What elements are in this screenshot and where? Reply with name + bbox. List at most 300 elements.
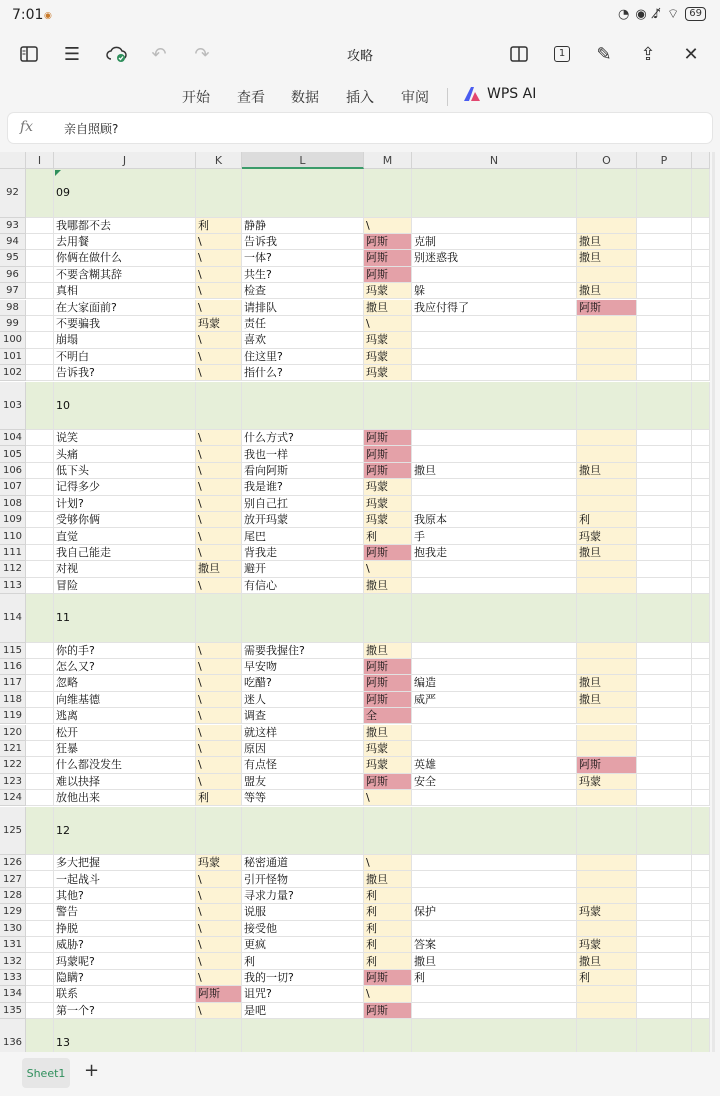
cell-o110[interactable]: 玛蒙 xyxy=(577,528,637,544)
cloud-sync-icon[interactable] xyxy=(102,40,130,68)
cell-m106[interactable]: 阿斯 xyxy=(364,463,412,479)
cell[interactable] xyxy=(26,807,54,856)
cell-o93[interactable] xyxy=(577,218,637,234)
vertical-scrollbar[interactable] xyxy=(712,152,715,1052)
row-header-120[interactable]: 120 xyxy=(0,725,26,741)
row-header-132[interactable]: 132 xyxy=(0,953,26,969)
select-all-corner[interactable] xyxy=(0,152,26,169)
cell-k134[interactable]: 阿斯 xyxy=(196,986,242,1002)
cell[interactable] xyxy=(692,807,710,856)
row-header-101[interactable]: 101 xyxy=(0,349,26,365)
cell-o112[interactable] xyxy=(577,561,637,577)
cell[interactable] xyxy=(637,904,692,920)
cell[interactable] xyxy=(26,300,54,316)
row-header-130[interactable]: 130 xyxy=(0,921,26,937)
cell-n108[interactable] xyxy=(412,496,577,512)
cell[interactable] xyxy=(692,643,710,659)
cell-l98[interactable]: 请排队 xyxy=(242,300,364,316)
row-header-110[interactable]: 110 xyxy=(0,528,26,544)
cell-m99[interactable]: \ xyxy=(364,316,412,332)
menu-icon[interactable]: ☰ xyxy=(63,43,81,65)
row-header-95[interactable]: 95 xyxy=(0,250,26,266)
cell[interactable] xyxy=(692,496,710,512)
cell[interactable] xyxy=(692,430,710,446)
cell[interactable] xyxy=(637,921,692,937)
cell-o132[interactable]: 撒旦 xyxy=(577,953,637,969)
undo-icon[interactable]: ↶ xyxy=(151,43,167,65)
cell-l103[interactable] xyxy=(242,382,364,431)
cell-n133[interactable]: 利 xyxy=(412,970,577,986)
cell-l126[interactable]: 秘密通道 xyxy=(242,855,364,871)
cell-m95[interactable]: 阿斯 xyxy=(364,250,412,266)
cell-k95[interactable]: \ xyxy=(196,250,242,266)
cell-o130[interactable] xyxy=(577,921,637,937)
cell-k133[interactable]: \ xyxy=(196,970,242,986)
cell-m92[interactable] xyxy=(364,169,412,218)
cell-o102[interactable] xyxy=(577,365,637,381)
cell[interactable] xyxy=(692,545,710,561)
cell-k93[interactable]: 利 xyxy=(196,218,242,234)
cell[interactable] xyxy=(637,218,692,234)
cell[interactable] xyxy=(692,725,710,741)
cell[interactable] xyxy=(26,382,54,431)
cell-k128[interactable]: \ xyxy=(196,888,242,904)
cell[interactable] xyxy=(692,708,710,724)
cell-l99[interactable]: 责任 xyxy=(242,316,364,332)
cell-k112[interactable]: 撒旦 xyxy=(196,561,242,577)
cell-n114[interactable] xyxy=(412,594,577,643)
column-header-i[interactable]: I xyxy=(26,152,54,169)
cell-o120[interactable] xyxy=(577,725,637,741)
cell[interactable] xyxy=(692,316,710,332)
cell-k130[interactable]: \ xyxy=(196,921,242,937)
cell-k111[interactable]: \ xyxy=(196,545,242,561)
cell-k122[interactable]: \ xyxy=(196,757,242,773)
row-header-107[interactable]: 107 xyxy=(0,479,26,495)
cell-k108[interactable]: \ xyxy=(196,496,242,512)
row-header-122[interactable]: 122 xyxy=(0,757,26,773)
cell-k98[interactable]: \ xyxy=(196,300,242,316)
cell[interactable] xyxy=(26,675,54,691)
row-header-128[interactable]: 128 xyxy=(0,888,26,904)
cell-m110[interactable]: 利 xyxy=(364,528,412,544)
sheet-tab-sheet1[interactable]: Sheet1 xyxy=(22,1058,70,1088)
cell[interactable] xyxy=(26,234,54,250)
cell-j105[interactable]: 头痛 xyxy=(54,446,196,462)
cell-k118[interactable]: \ xyxy=(196,692,242,708)
cell[interactable] xyxy=(637,283,692,299)
cell-j98[interactable]: 在大家面前? xyxy=(54,300,196,316)
cell-k119[interactable]: \ xyxy=(196,708,242,724)
cell-m115[interactable]: 撒旦 xyxy=(364,643,412,659)
row-header-106[interactable]: 106 xyxy=(0,463,26,479)
cell-m123[interactable]: 阿斯 xyxy=(364,774,412,790)
cell-m119[interactable]: 全 xyxy=(364,708,412,724)
cell[interactable] xyxy=(637,512,692,528)
cell-j111[interactable]: 我自己能走 xyxy=(54,545,196,561)
cell[interactable] xyxy=(692,659,710,675)
cell-j97[interactable]: 真相 xyxy=(54,283,196,299)
row-header-100[interactable]: 100 xyxy=(0,332,26,348)
cell-n96[interactable] xyxy=(412,267,577,283)
cell[interactable] xyxy=(26,545,54,561)
cell-l135[interactable]: 是吧 xyxy=(242,1003,364,1019)
cell[interactable] xyxy=(637,970,692,986)
cell-m126[interactable]: \ xyxy=(364,855,412,871)
cell-o136[interactable] xyxy=(577,1019,637,1052)
cell[interactable] xyxy=(26,904,54,920)
cell-j112[interactable]: 对视 xyxy=(54,561,196,577)
cell[interactable] xyxy=(26,169,54,218)
cell-j129[interactable]: 警告 xyxy=(54,904,196,920)
cell-l117[interactable]: 吃醋? xyxy=(242,675,364,691)
column-header-n[interactable]: N xyxy=(412,152,577,169)
cell-l116[interactable]: 早安吻 xyxy=(242,659,364,675)
cell[interactable] xyxy=(692,871,710,887)
cell[interactable] xyxy=(26,659,54,675)
cell-n115[interactable] xyxy=(412,643,577,659)
cell-m112[interactable]: \ xyxy=(364,561,412,577)
cell-j115[interactable]: 你的手? xyxy=(54,643,196,659)
cell-l110[interactable]: 尾巴 xyxy=(242,528,364,544)
row-header-115[interactable]: 115 xyxy=(0,643,26,659)
cell-l109[interactable]: 放开玛蒙 xyxy=(242,512,364,528)
cell-l108[interactable]: 别自己扛 xyxy=(242,496,364,512)
cell-o101[interactable] xyxy=(577,349,637,365)
cell[interactable] xyxy=(26,463,54,479)
cell-m107[interactable]: 玛蒙 xyxy=(364,479,412,495)
cell[interactable] xyxy=(692,528,710,544)
cell-k96[interactable]: \ xyxy=(196,267,242,283)
cell[interactable] xyxy=(26,578,54,594)
cell[interactable] xyxy=(692,234,710,250)
cell[interactable] xyxy=(637,888,692,904)
cell[interactable] xyxy=(637,675,692,691)
cell[interactable] xyxy=(692,986,710,1002)
cell-o119[interactable] xyxy=(577,708,637,724)
row-header-118[interactable]: 118 xyxy=(0,692,26,708)
cell-k99[interactable]: 玛蒙 xyxy=(196,316,242,332)
cell-j95[interactable]: 你俩在做什么 xyxy=(54,250,196,266)
cell-n109[interactable]: 我原本 xyxy=(412,512,577,528)
cell-j135[interactable]: 第一个? xyxy=(54,1003,196,1019)
row-header-125[interactable]: 125 xyxy=(0,807,26,856)
cell[interactable] xyxy=(26,1019,54,1052)
cell-m125[interactable] xyxy=(364,807,412,856)
cell-l102[interactable]: 指什么? xyxy=(242,365,364,381)
cell-m104[interactable]: 阿斯 xyxy=(364,430,412,446)
cell[interactable] xyxy=(637,708,692,724)
add-sheet-button[interactable]: + xyxy=(84,1060,100,1081)
cell-n105[interactable] xyxy=(412,446,577,462)
close-icon[interactable]: ✕ xyxy=(683,43,699,65)
cell[interactable] xyxy=(637,594,692,643)
cell-l134[interactable]: 诅咒? xyxy=(242,986,364,1002)
cell[interactable] xyxy=(637,234,692,250)
row-header-134[interactable]: 134 xyxy=(0,986,26,1002)
row-header-133[interactable]: 133 xyxy=(0,970,26,986)
cell-n102[interactable] xyxy=(412,365,577,381)
cell-n131[interactable]: 答案 xyxy=(412,937,577,953)
cell-k107[interactable]: \ xyxy=(196,479,242,495)
cell-o134[interactable] xyxy=(577,986,637,1002)
cell-o108[interactable] xyxy=(577,496,637,512)
cell[interactable] xyxy=(26,332,54,348)
cell-o106[interactable]: 撒旦 xyxy=(577,463,637,479)
cell[interactable] xyxy=(637,545,692,561)
cell-j109[interactable]: 受够你俩 xyxy=(54,512,196,528)
cell[interactable] xyxy=(26,888,54,904)
cell-m116[interactable]: 阿斯 xyxy=(364,659,412,675)
cell-n98[interactable]: 我应付得了 xyxy=(412,300,577,316)
cell-l131[interactable]: 更疯 xyxy=(242,937,364,953)
cell-n94[interactable]: 克制 xyxy=(412,234,577,250)
cell[interactable] xyxy=(637,871,692,887)
row-header-108[interactable]: 108 xyxy=(0,496,26,512)
row-header-121[interactable]: 121 xyxy=(0,741,26,757)
cell-m136[interactable] xyxy=(364,1019,412,1052)
cell-m132[interactable]: 利 xyxy=(364,953,412,969)
cell-l122[interactable]: 有点怪 xyxy=(242,757,364,773)
cell-n123[interactable]: 安全 xyxy=(412,774,577,790)
cell-j96[interactable]: 不要含糊其辞 xyxy=(54,267,196,283)
cell-o109[interactable]: 利 xyxy=(577,512,637,528)
cell[interactable] xyxy=(692,692,710,708)
cell[interactable] xyxy=(692,578,710,594)
cell[interactable] xyxy=(692,594,710,643)
cell[interactable] xyxy=(637,365,692,381)
cell[interactable] xyxy=(637,953,692,969)
cell[interactable] xyxy=(637,855,692,871)
cell-n127[interactable] xyxy=(412,871,577,887)
row-header-123[interactable]: 123 xyxy=(0,774,26,790)
cell-o113[interactable] xyxy=(577,578,637,594)
cell-m102[interactable]: 玛蒙 xyxy=(364,365,412,381)
cell-k115[interactable]: \ xyxy=(196,643,242,659)
cell[interactable] xyxy=(26,496,54,512)
column-header-o[interactable]: O xyxy=(577,152,637,169)
cell-o116[interactable] xyxy=(577,659,637,675)
cell[interactable] xyxy=(26,986,54,1002)
cell[interactable] xyxy=(692,300,710,316)
cell-l125[interactable] xyxy=(242,807,364,856)
cell-m122[interactable]: 玛蒙 xyxy=(364,757,412,773)
row-header-136[interactable]: 136 xyxy=(0,1019,26,1052)
row-header-114[interactable]: 114 xyxy=(0,594,26,643)
cell[interactable] xyxy=(26,218,54,234)
cell[interactable] xyxy=(26,446,54,462)
cell[interactable] xyxy=(692,855,710,871)
cell[interactable] xyxy=(26,937,54,953)
cell[interactable] xyxy=(692,382,710,431)
cell-l96[interactable]: 共生? xyxy=(242,267,364,283)
sidebar-icon[interactable] xyxy=(15,40,43,68)
cell-n93[interactable] xyxy=(412,218,577,234)
cell[interactable] xyxy=(637,528,692,544)
cell[interactable] xyxy=(26,479,54,495)
cell-m135[interactable]: 阿斯 xyxy=(364,1003,412,1019)
split-view-icon[interactable] xyxy=(505,40,533,68)
row-header-131[interactable]: 131 xyxy=(0,937,26,953)
cell-j118[interactable]: 向维基德 xyxy=(54,692,196,708)
cell-l104[interactable]: 什么方式? xyxy=(242,430,364,446)
row-header-109[interactable]: 109 xyxy=(0,512,26,528)
cell-o123[interactable]: 玛蒙 xyxy=(577,774,637,790)
cell-m113[interactable]: 撒旦 xyxy=(364,578,412,594)
cell-o107[interactable] xyxy=(577,479,637,495)
row-header-112[interactable]: 112 xyxy=(0,561,26,577)
cell-o111[interactable]: 撒旦 xyxy=(577,545,637,561)
cell-k121[interactable]: \ xyxy=(196,741,242,757)
cell[interactable] xyxy=(26,741,54,757)
row-header-117[interactable]: 117 xyxy=(0,675,26,691)
cell[interactable] xyxy=(637,692,692,708)
cell[interactable] xyxy=(692,1003,710,1019)
cell-m93[interactable]: \ xyxy=(364,218,412,234)
cell-o118[interactable]: 撒旦 xyxy=(577,692,637,708)
cell-k135[interactable]: \ xyxy=(196,1003,242,1019)
cell-m117[interactable]: 阿斯 xyxy=(364,675,412,691)
cell[interactable] xyxy=(26,708,54,724)
cell-m108[interactable]: 玛蒙 xyxy=(364,496,412,512)
cell[interactable] xyxy=(692,757,710,773)
cell-o114[interactable] xyxy=(577,594,637,643)
cell-k102[interactable]: \ xyxy=(196,365,242,381)
cell-k117[interactable]: \ xyxy=(196,675,242,691)
row-header-126[interactable]: 126 xyxy=(0,855,26,871)
cell[interactable] xyxy=(692,790,710,806)
cell-k100[interactable]: \ xyxy=(196,332,242,348)
cell-j130[interactable]: 挣脱 xyxy=(54,921,196,937)
row-header-104[interactable]: 104 xyxy=(0,430,26,446)
cell-m124[interactable]: \ xyxy=(364,790,412,806)
column-header-q[interactable] xyxy=(692,152,710,169)
cell-n101[interactable] xyxy=(412,349,577,365)
cell-j134[interactable]: 联系 xyxy=(54,986,196,1002)
cell[interactable] xyxy=(637,643,692,659)
cell-l111[interactable]: 背我走 xyxy=(242,545,364,561)
cell-j94[interactable]: 去用餐 xyxy=(54,234,196,250)
cell-m98[interactable]: 撒旦 xyxy=(364,300,412,316)
cell-k113[interactable]: \ xyxy=(196,578,242,594)
cell-j127[interactable]: 一起战斗 xyxy=(54,871,196,887)
cell-k124[interactable]: 利 xyxy=(196,790,242,806)
cell-n118[interactable]: 威严 xyxy=(412,692,577,708)
cell-j116[interactable]: 怎么又? xyxy=(54,659,196,675)
cell-o92[interactable] xyxy=(577,169,637,218)
column-header-m[interactable]: M xyxy=(364,152,412,169)
cell-l112[interactable]: 避开 xyxy=(242,561,364,577)
cell[interactable] xyxy=(26,970,54,986)
cell[interactable] xyxy=(637,382,692,431)
cell-n124[interactable] xyxy=(412,790,577,806)
cell-o124[interactable] xyxy=(577,790,637,806)
cell-j136[interactable]: 13 xyxy=(54,1019,196,1052)
page-count-button[interactable] xyxy=(548,40,576,68)
cell-n121[interactable] xyxy=(412,741,577,757)
cell-l123[interactable]: 盟友 xyxy=(242,774,364,790)
cell-o99[interactable] xyxy=(577,316,637,332)
cell-j123[interactable]: 难以抉择 xyxy=(54,774,196,790)
cell-o117[interactable]: 撒旦 xyxy=(577,675,637,691)
cell-m121[interactable]: 玛蒙 xyxy=(364,741,412,757)
cell[interactable] xyxy=(26,349,54,365)
cell-l128[interactable]: 寻求力量? xyxy=(242,888,364,904)
cell-k92[interactable] xyxy=(196,169,242,218)
cell[interactable] xyxy=(692,283,710,299)
cell-o127[interactable] xyxy=(577,871,637,887)
cell[interactable] xyxy=(26,283,54,299)
cell[interactable] xyxy=(637,430,692,446)
cell-m120[interactable]: 撒旦 xyxy=(364,725,412,741)
menu-review[interactable]: 审阅 xyxy=(401,90,429,106)
cell[interactable] xyxy=(692,446,710,462)
row-header-111[interactable]: 111 xyxy=(0,545,26,561)
column-header-p[interactable]: P xyxy=(637,152,692,169)
row-header-92[interactable]: 92 xyxy=(0,169,26,218)
cell-n97[interactable]: 躲 xyxy=(412,283,577,299)
menu-data[interactable]: 数据 xyxy=(291,90,319,106)
cell[interactable] xyxy=(637,578,692,594)
cell[interactable] xyxy=(692,218,710,234)
cell[interactable] xyxy=(692,349,710,365)
cell-k106[interactable]: \ xyxy=(196,463,242,479)
cell[interactable] xyxy=(692,365,710,381)
cell-k132[interactable]: \ xyxy=(196,953,242,969)
cell-o129[interactable]: 玛蒙 xyxy=(577,904,637,920)
cell-m109[interactable]: 玛蒙 xyxy=(364,512,412,528)
cell-l120[interactable]: 就这样 xyxy=(242,725,364,741)
cell-j104[interactable]: 说笑 xyxy=(54,430,196,446)
cell-j122[interactable]: 什么都没发生 xyxy=(54,757,196,773)
cell[interactable] xyxy=(26,871,54,887)
cell-l121[interactable]: 原因 xyxy=(242,741,364,757)
cell[interactable] xyxy=(26,365,54,381)
cell-m118[interactable]: 阿斯 xyxy=(364,692,412,708)
cell-n117[interactable]: 编造 xyxy=(412,675,577,691)
cell-j126[interactable]: 多大把握 xyxy=(54,855,196,871)
cell-m97[interactable]: 玛蒙 xyxy=(364,283,412,299)
cell[interactable] xyxy=(26,725,54,741)
cell[interactable] xyxy=(637,774,692,790)
cell-o103[interactable] xyxy=(577,382,637,431)
cell-j110[interactable]: 直觉 xyxy=(54,528,196,544)
cell-k127[interactable]: \ xyxy=(196,871,242,887)
cell-k120[interactable]: \ xyxy=(196,725,242,741)
cell-o105[interactable] xyxy=(577,446,637,462)
menu-insert[interactable]: 插入 xyxy=(346,90,374,106)
cell[interactable] xyxy=(26,757,54,773)
cell[interactable] xyxy=(26,790,54,806)
cell-l92[interactable] xyxy=(242,169,364,218)
row-header-129[interactable]: 129 xyxy=(0,904,26,920)
row-header-96[interactable]: 96 xyxy=(0,267,26,283)
share-icon[interactable]: ⇪ xyxy=(640,43,656,65)
cell-m127[interactable]: 撒旦 xyxy=(364,871,412,887)
cell-k131[interactable]: \ xyxy=(196,937,242,953)
cell[interactable] xyxy=(692,561,710,577)
cell[interactable] xyxy=(26,921,54,937)
cell-o97[interactable]: 撒旦 xyxy=(577,283,637,299)
cell[interactable] xyxy=(637,741,692,757)
cell-j132[interactable]: 玛蒙呢? xyxy=(54,953,196,969)
cell-j124[interactable]: 放他出来 xyxy=(54,790,196,806)
cell-k126[interactable]: 玛蒙 xyxy=(196,855,242,871)
cell[interactable] xyxy=(692,904,710,920)
cell[interactable] xyxy=(26,692,54,708)
cell-j101[interactable]: 不明白 xyxy=(54,349,196,365)
cell-k114[interactable] xyxy=(196,594,242,643)
